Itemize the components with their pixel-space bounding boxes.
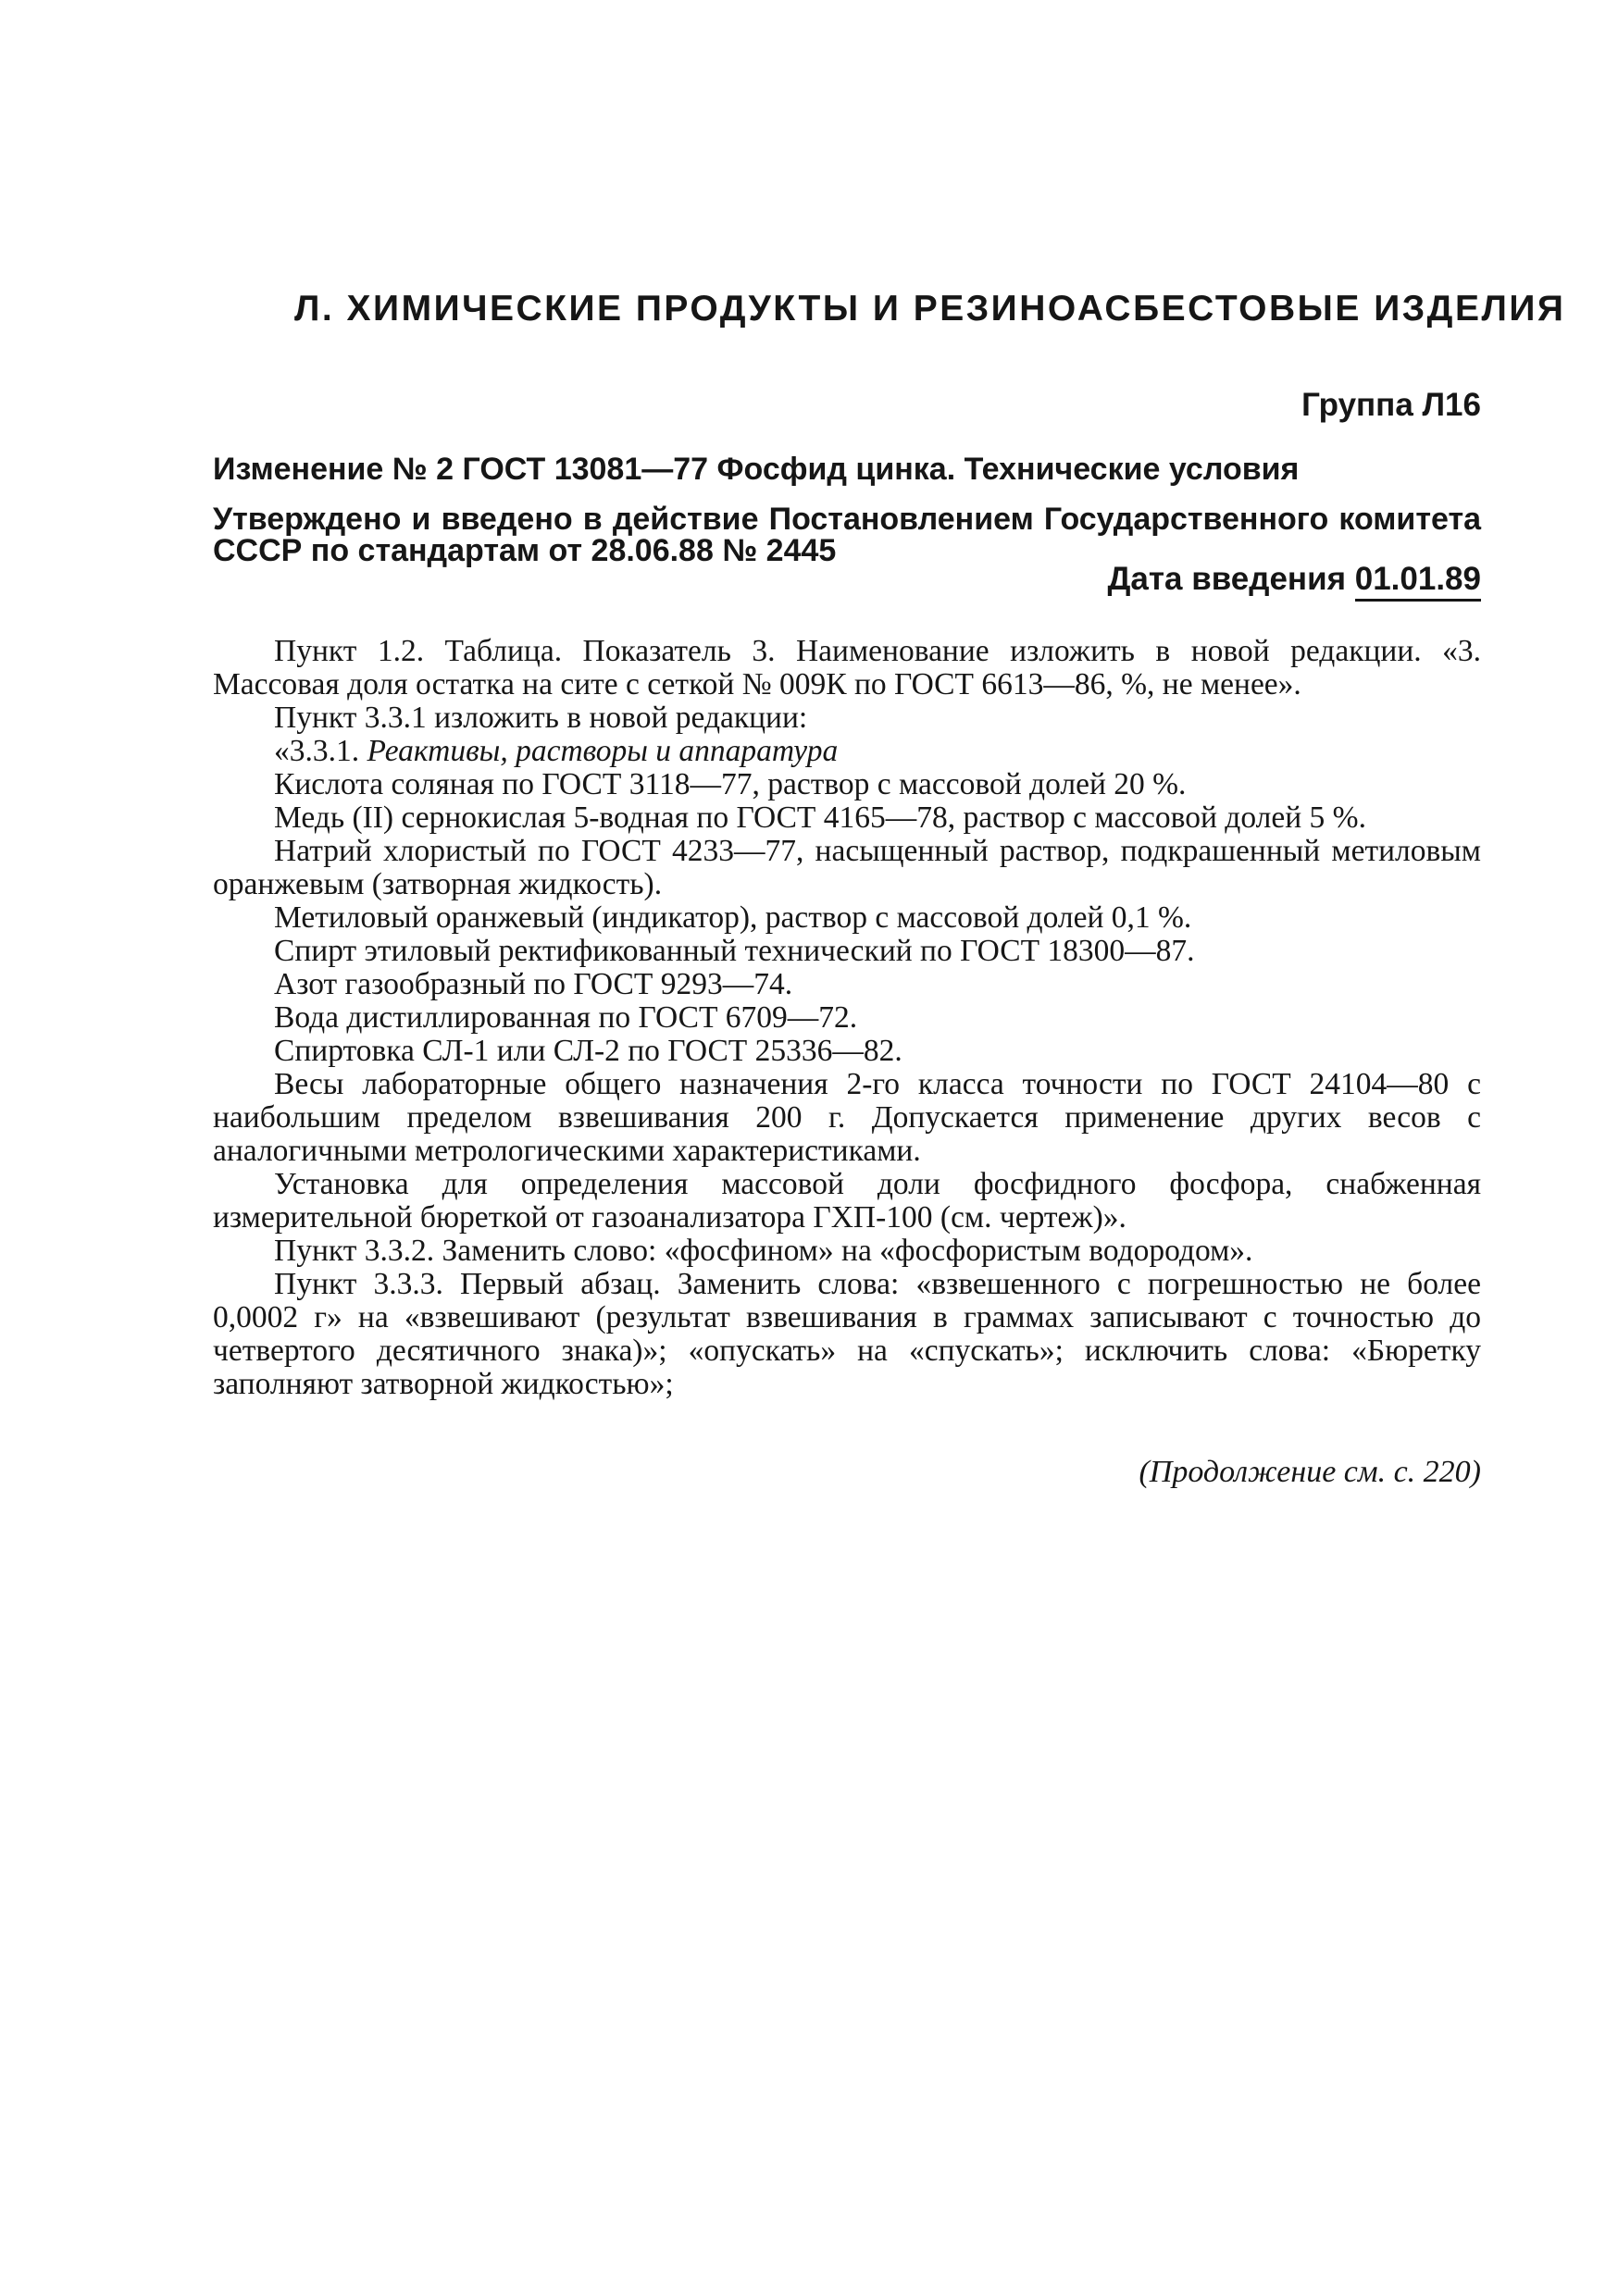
paragraph-3-prefix: «3.3.1.	[274, 734, 367, 768]
paragraph-13: Установка для определения массовой доли фосфидного фосфора, снабженная измерительной бюреткой от газоанализатора ГХП-100 (см. чертеж)».	[213, 1167, 1481, 1235]
group-label: Группа Л16	[1301, 387, 1481, 423]
paragraph-6: Натрий хлористый по ГОСТ 4233—77, насыщенный раствор, подкрашенный метиловым оранжевым (затворная жидкость).	[213, 834, 1481, 901]
paragraph-12: Весы лабораторные общего назначения 2-го класса точности по ГОСТ 24104—80 с наибольшим пределом взвешивания 200 г. Допускается применение других весов с аналогичными метрологическими характеристиками.	[213, 1067, 1481, 1168]
approval-line-2: СССР по стандартам от 28.06.88 № 2445	[213, 533, 837, 568]
date-label: Дата введения	[1107, 561, 1347, 597]
body-text	[213, 635, 1481, 1401]
paragraph-8: Спирт этиловый ректификованный технический по ГОСТ 18300—87.	[274, 934, 1195, 968]
paragraph-15: Пункт 3.3.3. Первый абзац. Заменить слова: «взвешенного с погрешностью не более 0,0002 г» на «взвешивают (результат взвешивания в граммах записывают с точностью до четвертого десятичного знака)»; «опускать» на «спускать»; исключить слова: «Бюретку заполняют затворной жидкостью»;	[213, 1267, 1481, 1401]
change-title: Изменение № 2 ГОСТ 13081—77 Фосфид цинка. Технические условия	[213, 452, 1300, 487]
date-value: 01.01.89	[1355, 561, 1481, 602]
paragraph-2: Пункт 3.3.1 изложить в новой редакции:	[274, 701, 808, 735]
paragraph-14: Пункт 3.3.2. Заменить слово: «фосфином» на «фосфористым водородом».	[274, 1234, 1253, 1268]
paragraph-7: Метиловый оранжевый (индикатор), раствор с массовой долей 0,1 %.	[274, 900, 1192, 935]
paragraph-3	[213, 735, 1481, 768]
effective-date	[1107, 561, 1481, 598]
paragraph-5: Медь (II) сернокислая 5-водная по ГОСТ 4165—78, раствор с массовой долей 5 %.	[274, 800, 1366, 835]
paragraph-9: Азот газообразный по ГОСТ 9293—74.	[274, 967, 793, 1001]
paragraph-3-italic: Реактивы, растворы и аппаратура	[367, 734, 839, 768]
approval-line-1: Утверждено и введено в действие Постановлением Государственного комитета	[213, 502, 1481, 537]
paragraph-11: Спиртовка СЛ-1 или СЛ-2 по ГОСТ 25336—82.	[274, 1034, 902, 1068]
section-heading: Л. ХИМИЧЕСКИЕ ПРОДУКТЫ И РЕЗИНОАСБЕСТОВЫЕ ИЗДЕЛИЯ	[294, 289, 1566, 329]
paragraph-10: Вода дистиллированная по ГОСТ 6709—72.	[274, 1000, 858, 1035]
continuation-note: (Продолжение см. с. 220)	[1139, 1455, 1481, 1489]
paragraph-4: Кислота соляная по ГОСТ 3118—77, раствор с массовой долей 20 %.	[274, 767, 1187, 801]
paragraph-1: Пункт 1.2. Таблица. Показатель 3. Наименование изложить в новой редакции. «3. Массовая доля остатка на сите с сеткой № 009К по ГОСТ 6613—86, %, не менее».	[213, 634, 1481, 701]
